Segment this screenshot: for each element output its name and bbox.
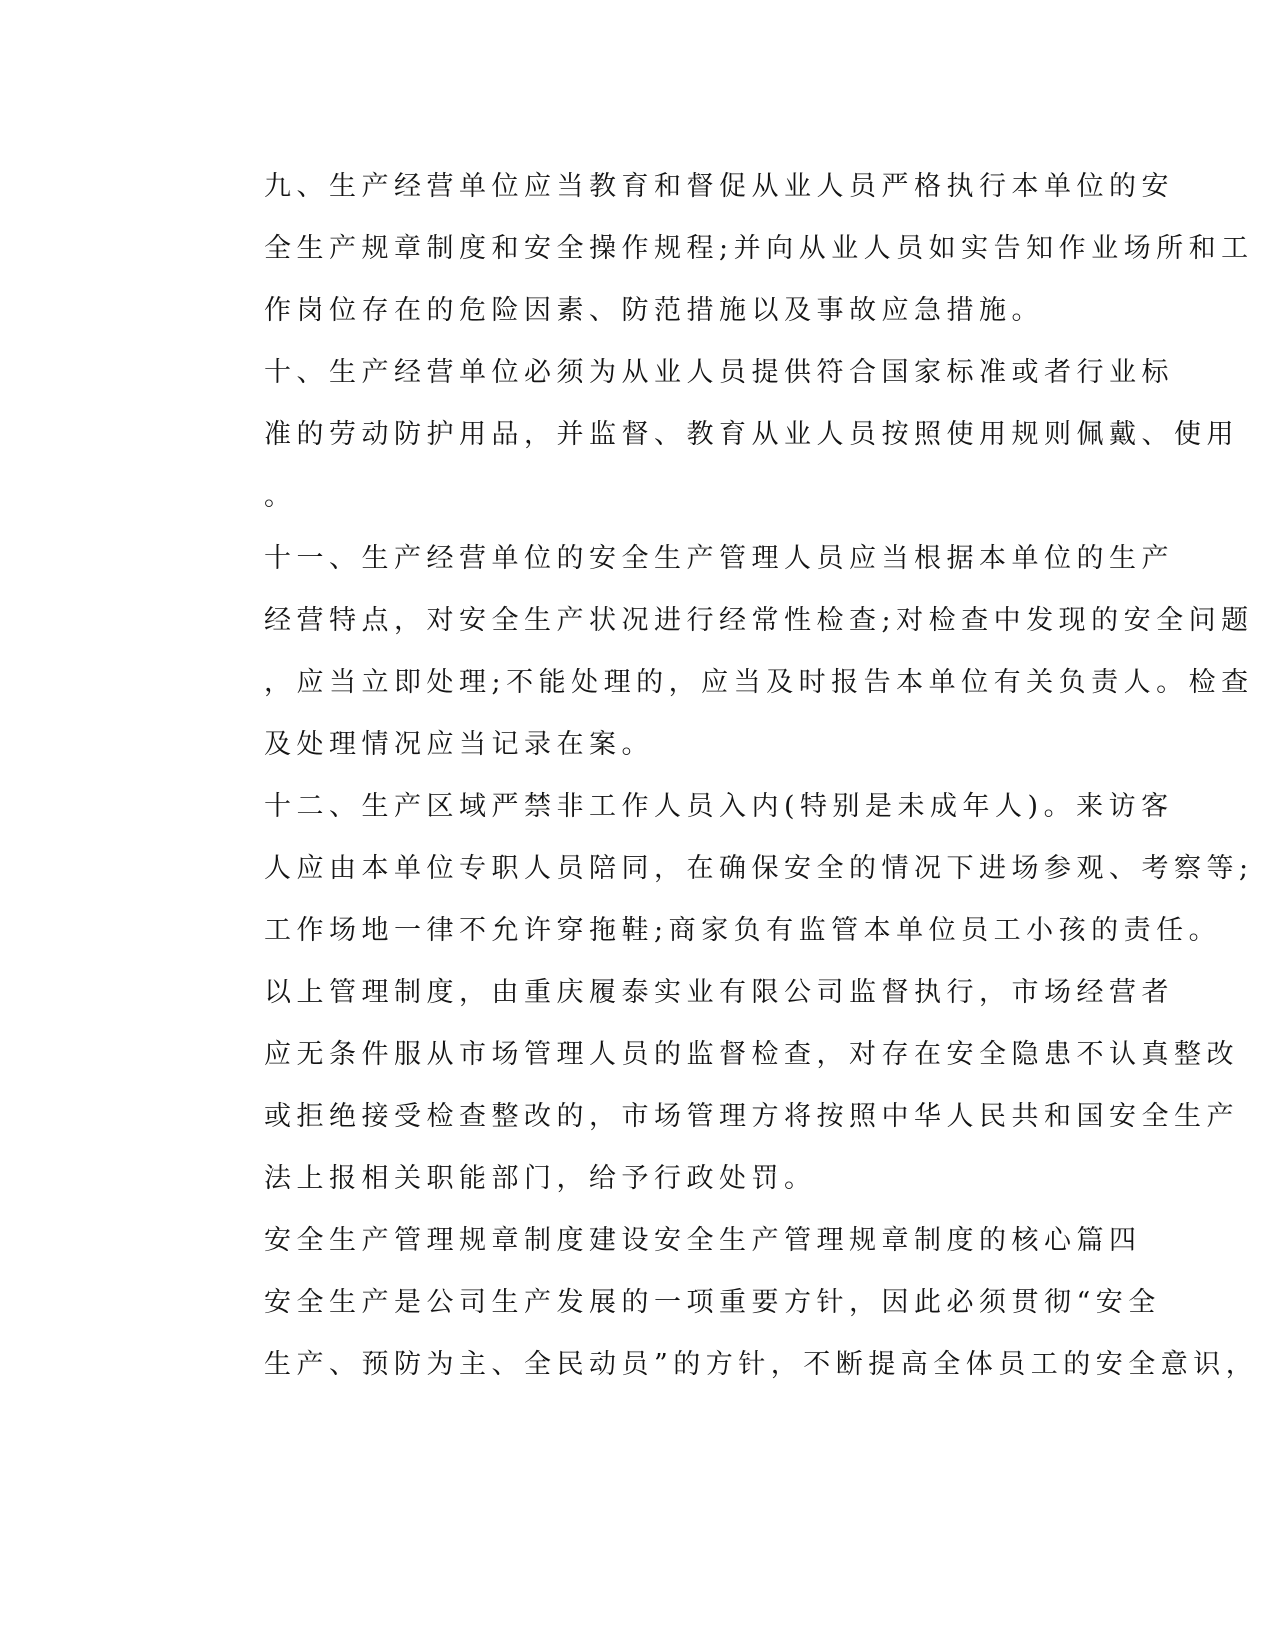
text-line: ，应当立即处理;不能处理的，应当及时报告本单位有关负责人。检查	[264, 667, 1254, 698]
text-line: 以上管理制度，由重庆履泰实业有限公司监督执行，市场经营者	[264, 977, 1174, 1008]
section-heading	[188, 1210, 1142, 1272]
text-line: 九、生产经营单位应当教育和督促从业人员严格执行本单位的安	[264, 171, 1174, 202]
text-line: 应无条件服从市场管理人员的监督检查，对存在安全隐患不认真整改	[264, 1039, 1239, 1070]
text-line: 十二、生产区域严禁非工作人员入内(特别是未成年人)。来访客	[264, 791, 1174, 822]
text-line: 十、生产经营单位必须为从业人员提供符合国家标准或者行业标	[264, 357, 1174, 388]
text-line: 安全生产是公司生产发展的一项重要方针，因此必须贯彻“安全	[264, 1287, 1161, 1318]
paragraph-item-9	[188, 156, 1254, 342]
paragraph-section-intro	[188, 1272, 1259, 1396]
text-line: 全生产规章制度和安全操作规程;并向从业人员如实告知作业场所和工	[264, 233, 1254, 264]
text-line: 经营特点，对安全生产状况进行经常性检查;对检查中发现的安全问题	[264, 605, 1254, 636]
text-line: 安全生产管理规章制度建设安全生产管理规章制度的核心篇四	[264, 1225, 1142, 1256]
text-line: 。	[264, 481, 297, 512]
text-line: 准的劳动防护用品，并监督、教育从业人员按照使用规则佩戴、使用	[264, 419, 1239, 450]
text-line: 法上报相关职能部门，给予行政处罚。	[264, 1163, 817, 1194]
text-line: 生产、预防为主、全民动员”的方针，不断提高全体员工的安全意识，	[264, 1349, 1259, 1380]
paragraph-item-12	[188, 776, 1254, 962]
text-line: 人应由本单位专职人员陪同，在确保安全的情况下进场参观、考察等;	[264, 853, 1254, 884]
text-line: 或拒绝接受检查整改的，市场管理方将按照中华人民共和国安全生产	[264, 1101, 1239, 1132]
paragraph-item-11	[188, 528, 1254, 776]
paragraph-item-10	[188, 342, 1239, 528]
text-line: 及处理情况应当记录在案。	[264, 729, 654, 760]
text-line: 作岗位存在的危险因素、防范措施以及事故应急措施。	[264, 295, 1044, 326]
text-line: 十一、生产经营单位的安全生产管理人员应当根据本单位的生产	[264, 543, 1174, 574]
text-line: 工作场地一律不允许穿拖鞋;商家负有监管本单位员工小孩的责任。	[264, 915, 1222, 946]
document-body	[188, 156, 1259, 1396]
paragraph-closing-statement	[188, 962, 1239, 1210]
